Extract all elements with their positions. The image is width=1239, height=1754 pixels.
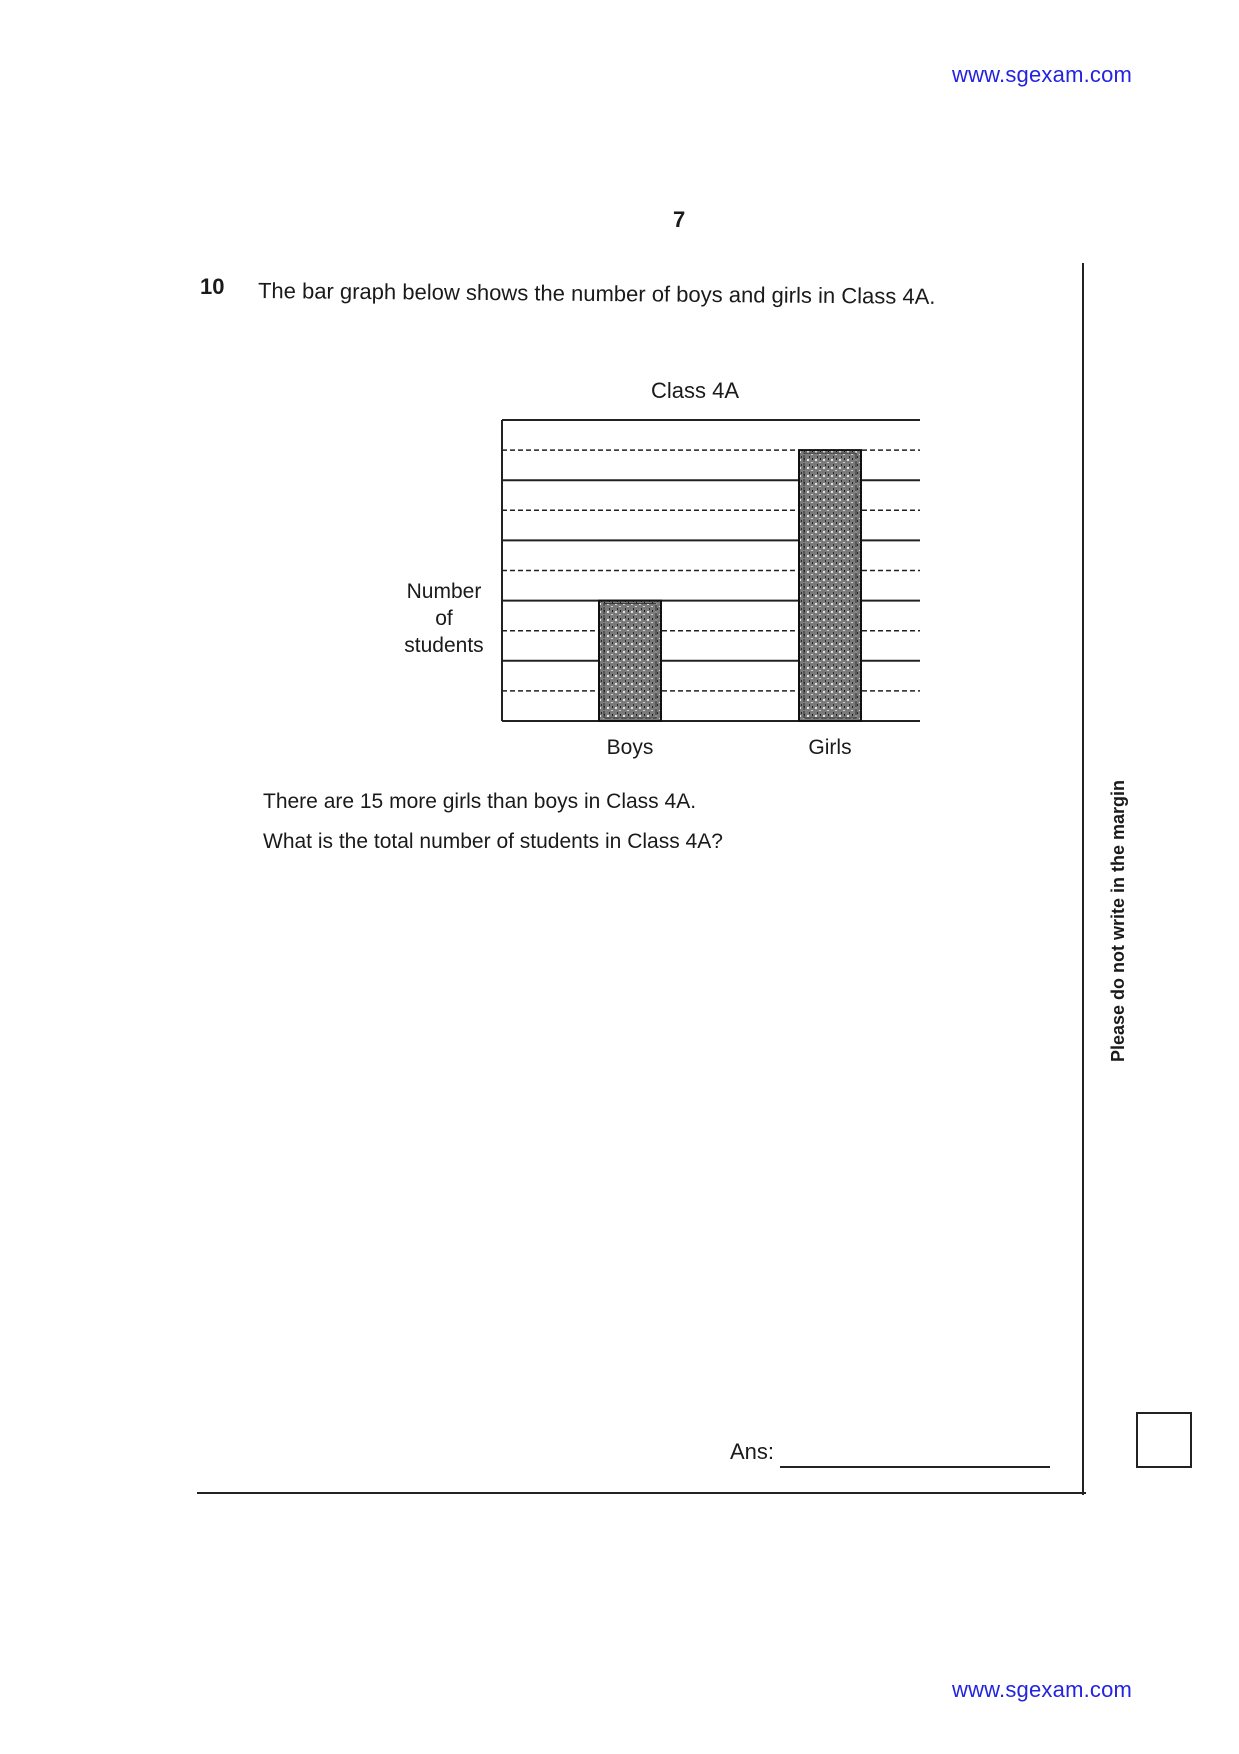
bottom-divider — [197, 1492, 1086, 1494]
bar-chart — [390, 370, 920, 770]
question-text: The bar graph below shows the number of boys and girls in Class 4A. — [257, 278, 936, 309]
chart-title: Class 4A — [650, 378, 740, 403]
site-url-top: www.sgexam.com — [952, 62, 1133, 87]
x-tick-label-girls: Girls — [808, 736, 852, 759]
page-number: 7 — [673, 207, 686, 232]
question-line: What is the total number of students in Class 4A? — [263, 830, 723, 853]
x-tick-label-boys: Boys — [606, 736, 654, 759]
question-number: 10 — [200, 274, 225, 299]
y-axis-label-line: students — [404, 634, 484, 657]
bar-chart-svg — [390, 370, 920, 770]
answer-label: Ans: — [730, 1439, 775, 1464]
y-axis-label-line: of — [435, 607, 453, 630]
site-url-bottom: www.sgexam.com — [952, 1677, 1133, 1702]
info-line: There are 15 more girls than boys in Class 4A. — [263, 790, 697, 813]
margin-note: Please do not write in the margin — [1108, 779, 1128, 1062]
score-box — [1136, 1412, 1192, 1468]
bar-boys — [599, 601, 661, 721]
bar-girls — [799, 450, 861, 721]
y-axis-label-line: Number — [406, 580, 482, 603]
answer-line[interactable] — [780, 1466, 1050, 1468]
margin-divider — [1082, 263, 1084, 1495]
